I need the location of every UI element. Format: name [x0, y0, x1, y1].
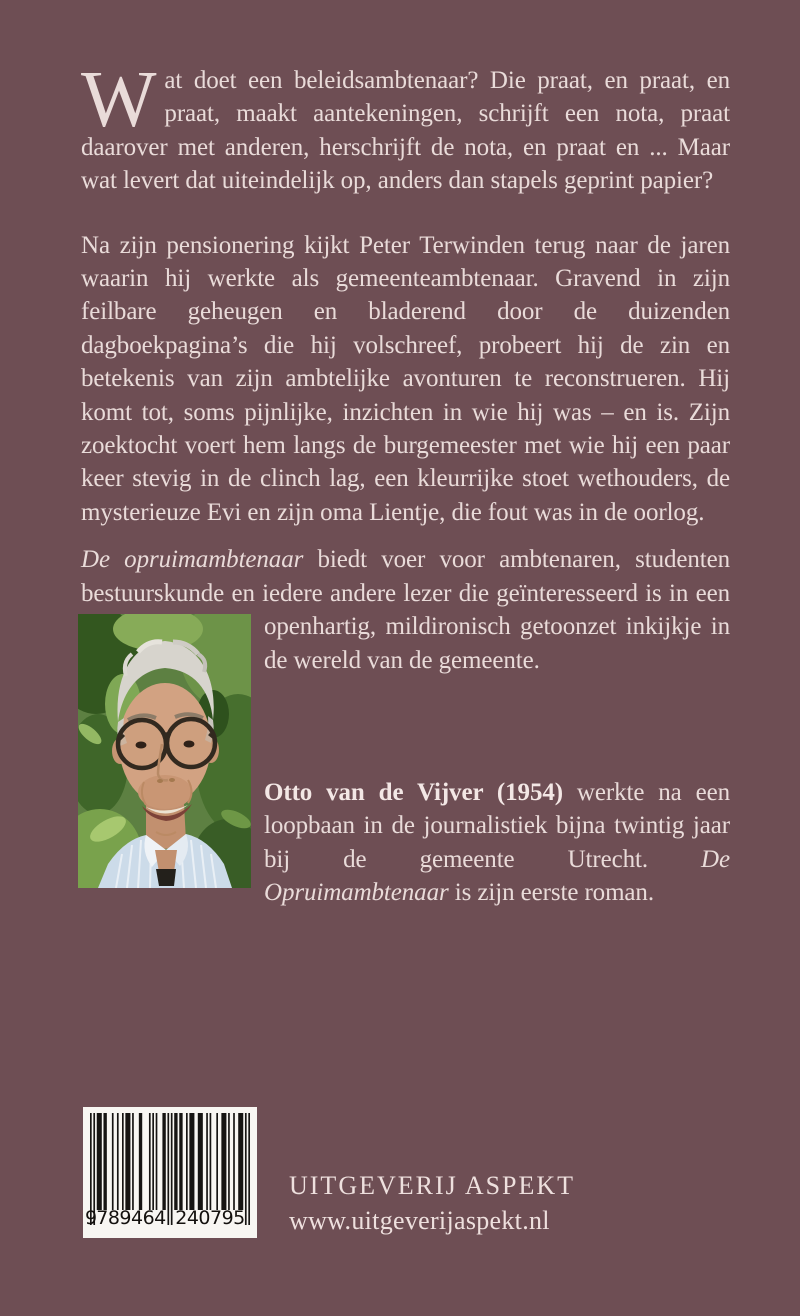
bio-text-1: werkte na een loopbaan in de journalistiek bijna twintig jaar bij de gemeente Utrecht.: [264, 778, 730, 873]
author-photo-illustration: [78, 614, 251, 888]
blurb-paragraph-1-text: at doet een beleidsambtenaar? Die praat, en praat, en praat, maakt aantekeningen, schrijft een nota, praat daarover met anderen, herschrijft de nota, en praat en ... Maar wat levert dat uiteindelijk op, anders dan stapels geprint papier?: [81, 67, 730, 195]
author-photo: [78, 614, 251, 888]
barcode-digits-group2: 240795: [175, 1207, 245, 1229]
blurb-paragraph-1: [81, 56, 730, 198]
blurb-paragraph-2: Na zijn pensionering kijkt Peter Terwinden terug naar de jaren waarin hij werkte als gemeenteambtenaar. Gravend in zijn feilbare geheugen en bladerend door de duizenden dagboekpagina’s die hij volschreef, probeert hij de zin en betekenis van zijn ambtelijke avonturen te reconstrueren. Hij komt tot, soms pijnlijke, inzichten in wie hij was – en is. Zijn zoektocht voert hem langs de burgemeester met wie hij een paar keer stevig in de clinch lag, een kleurrijke stoet wethouders, de mysterieuze Evi en zijn oma Lientje, die fout was in de oorlog.: [81, 231, 730, 526]
blurb-paragraph-3-lead: biedt voer voor ambtenaren, studenten bestuurskunde en iedere andere lezer die geïnteresseerd is: [81, 546, 731, 607]
blurb-paragraph-3-wrap: in een openhartig, mildironisch getoonzet inkijkje in de wereld van de gemeente.: [264, 579, 730, 674]
barcode: [83, 1107, 257, 1238]
barcode-digits-group1: 789464: [96, 1207, 166, 1229]
publisher-name: UITGEVERIJ ASPEKT: [289, 1171, 576, 1200]
bio-book-title: De Opruimambtenaar: [264, 845, 730, 907]
author-name: Otto van de Vijver (1954): [264, 778, 563, 806]
barcode-digit-left: 9: [85, 1207, 97, 1229]
publisher-url: www.uitgeverijaspekt.nl: [289, 1206, 550, 1235]
back-cover-text: [81, 56, 731, 910]
bio-text-2: is zijn eerste roman.: [448, 879, 654, 907]
publisher-block: [289, 1170, 575, 1236]
dropcap-letter: W: [81, 56, 157, 144]
blurb-paragraph-3: [81, 543, 730, 677]
book-title-italic: De opruimambtenaar: [81, 546, 304, 574]
